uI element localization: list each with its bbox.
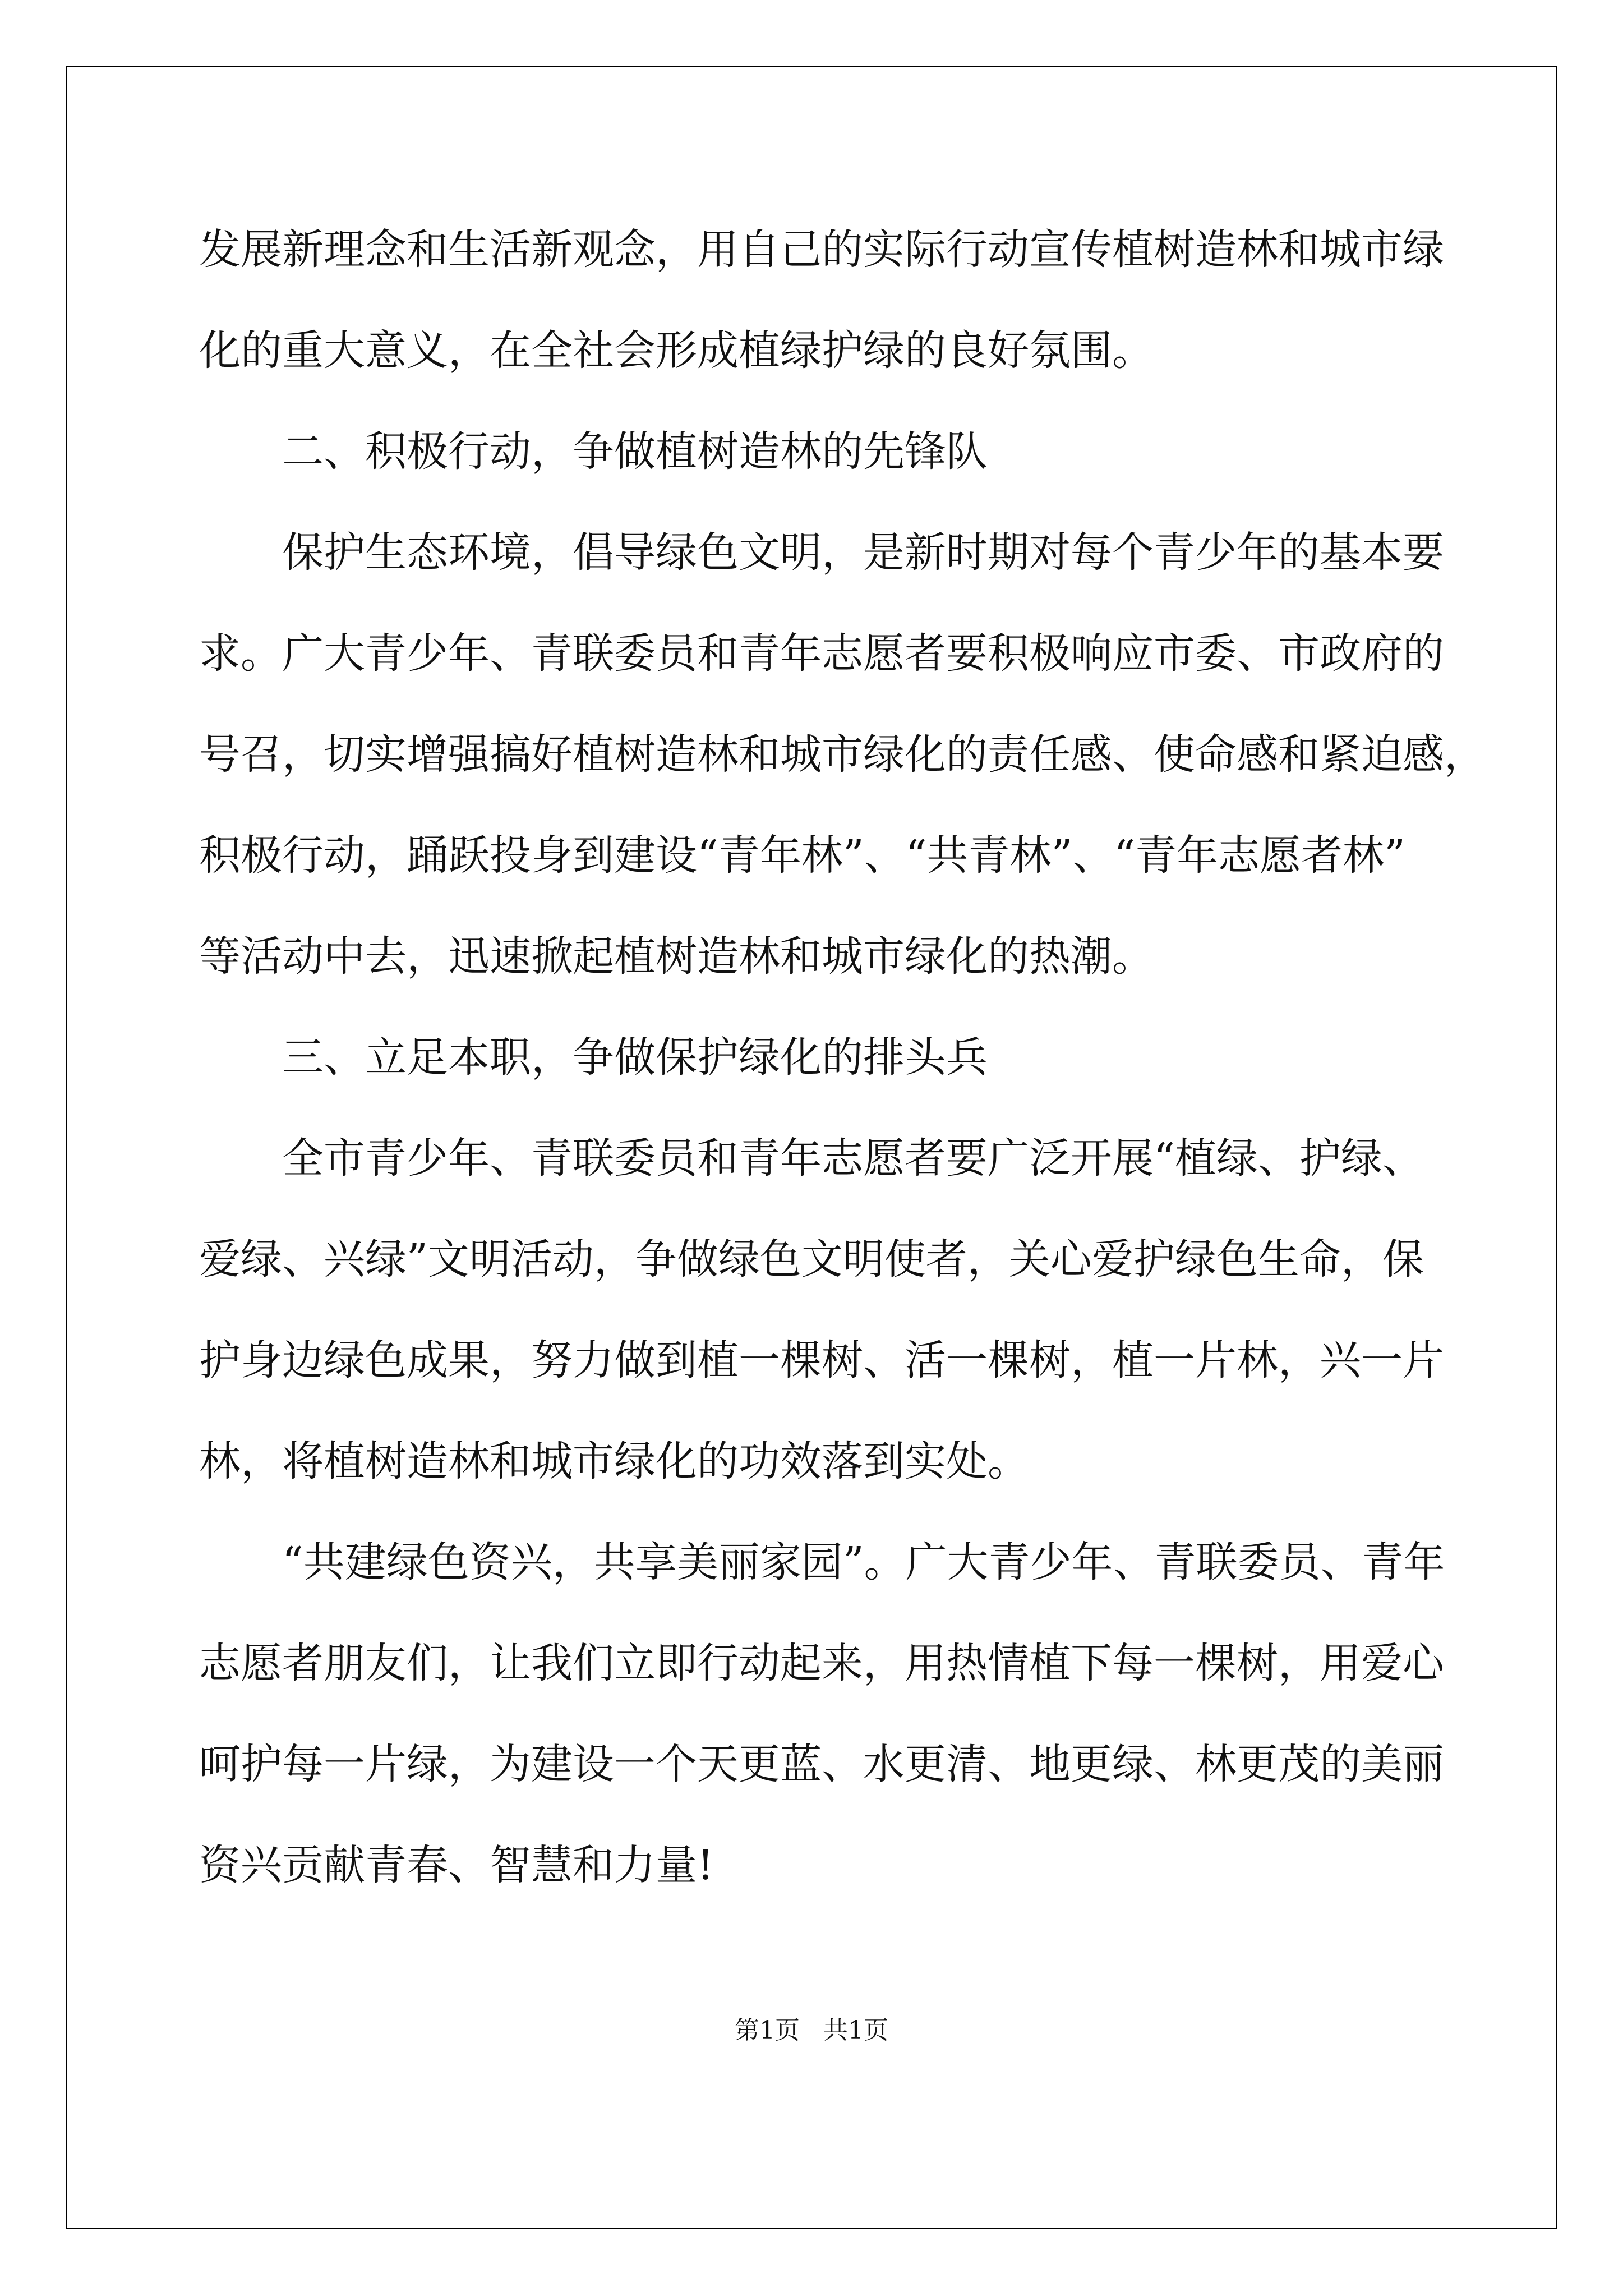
body-text-line: 化的重大意义，在全社会形成植绿护绿的良好氛围。 <box>199 326 1154 375</box>
body-text-line: 呵护每一片绿，为建设一个天更蓝、水更清、地更绿、林更茂的美丽 <box>199 1740 1444 1788</box>
body-text-line: 林，将植树造林和城市绿化的功效落到实处。 <box>199 1437 1029 1485</box>
body-text-line: 资兴贡献青春、智慧和力量! <box>199 1841 714 1889</box>
page-number-footer: 第1页 共1页 <box>735 2016 888 2045</box>
body-text-line: 等活动中去，迅速掀起植树造林和城市绿化的热潮。 <box>199 932 1154 981</box>
body-text-line: 爱绿、兴绿”文明活动，争做绿色文明使者，关心爱护绿色生命，保 <box>199 1235 1424 1283</box>
body-text-line: “共建绿色资兴，共享美丽家园”。广大青少年、青联委员、青年 <box>282 1538 1445 1586</box>
body-text-line: 全市青少年、青联委员和青年志愿者要广泛开展“植绿、护绿、 <box>282 1134 1424 1182</box>
body-text-line: 保护生态环境，倡导绿色文明，是新时期对每个青少年的基本要 <box>282 528 1444 577</box>
body-text-line: 求。广大青少年、青联委员和青年志愿者要积极响应市委、市政府的 <box>199 629 1444 678</box>
body-text-line: 志愿者朋友们，让我们立即行动起来，用热情植下每一棵树，用爱心 <box>199 1639 1444 1687</box>
body-text-line: 积极行动，踊跃投身到建设“青年林”、“共青林”、“青年志愿者林” <box>199 831 1405 880</box>
section-heading: 二、积极行动，争做植树造林的先锋队 <box>282 427 988 476</box>
section-heading: 三、立足本职，争做保护绿化的排头兵 <box>282 1033 988 1082</box>
body-text-line: 护身边绿色成果，努力做到植一棵树、活一棵树，植一片林，兴一片 <box>199 1336 1444 1384</box>
body-text-line: 发展新理念和生活新观念，用自己的实际行动宣传植树造林和城市绿 <box>199 226 1444 274</box>
body-text-line: 号召，切实增强搞好植树造林和城市绿化的责任感、使命感和紧迫感， <box>199 730 1486 779</box>
